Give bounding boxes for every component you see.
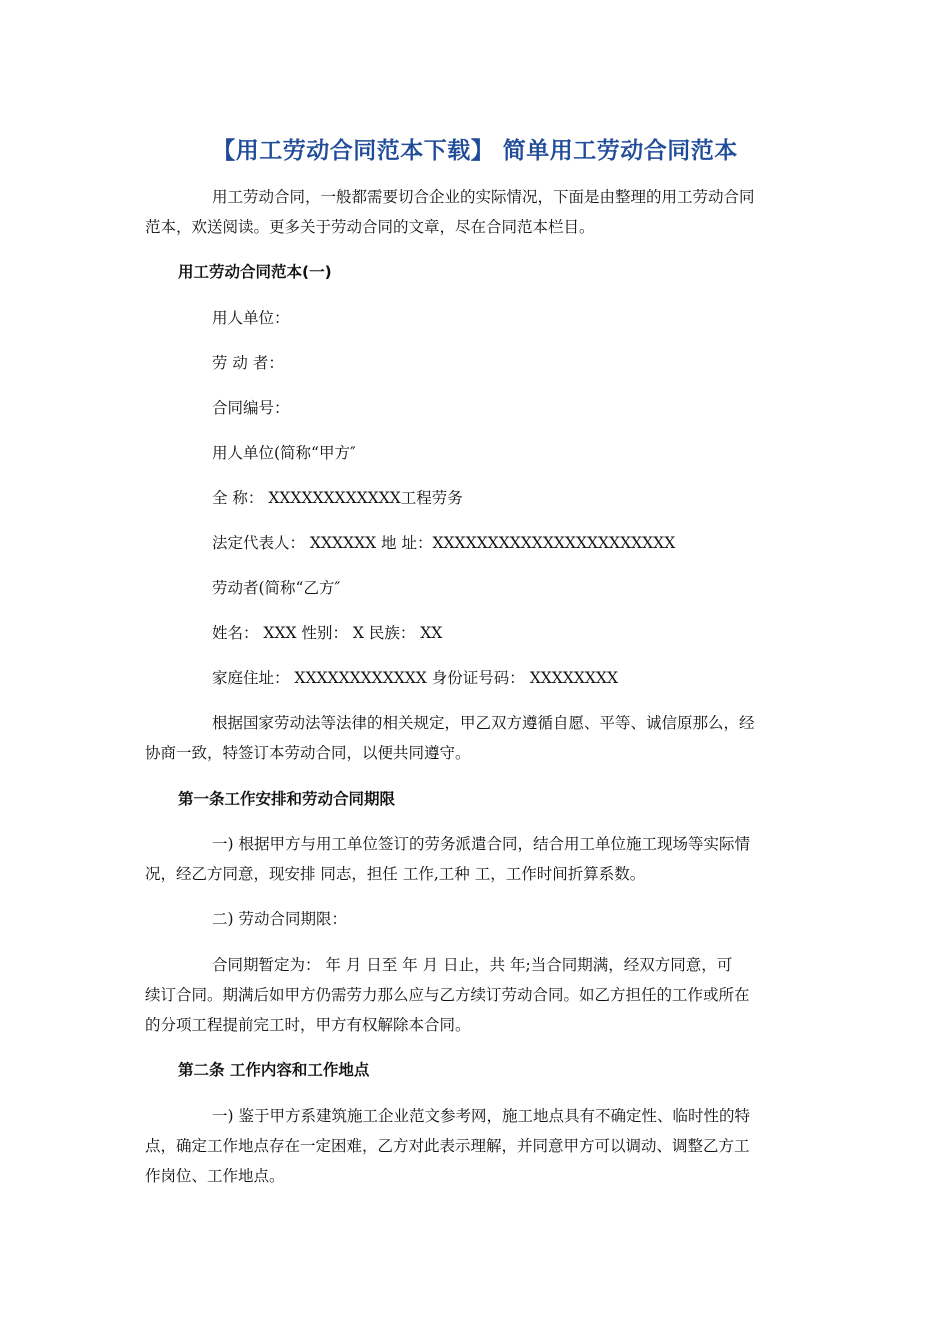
field-name-line: 姓名： XXX 性别： X 民族： XX (212, 624, 443, 642)
field-address-line: 家庭住址： XXXXXXXXXXXX 身份证号码： XXXXXXXX (212, 669, 618, 687)
field-worker-abbr: 劳动者(简称“乙方″ (212, 579, 341, 597)
article2-p1-line-1: 一) 鉴于甲方系建筑施工企业范文参考网，施工地点具有不确定性、临时性的特 (212, 1107, 750, 1125)
field-employer: 用人单位： (212, 309, 290, 327)
basis-line-1: 根据国家劳动法等法律的相关规定，甲乙双方遵循自愿、平等、诚信原那么，经 (212, 714, 755, 732)
field-worker: 劳 动 者： (212, 354, 284, 372)
basis-line-2: 协商一致，特签订本劳动合同，以便共同遵守。 (145, 744, 471, 762)
intro-line-1: 用工劳动合同，一般都需要切合企业的实际情况，下面是由整理的用工劳动合同 (212, 188, 755, 206)
field-full-name: 全 称： XXXXXXXXXXXX工程劳务 (212, 489, 463, 507)
article1-p3-line-3: 的分项工程提前完工时，甲方有权解除本合同。 (145, 1016, 471, 1034)
section1-heading: 用工劳动合同范本(一) (178, 263, 332, 281)
article1-p1-line-2: 况，经乙方同意，现安排 同志，担任 工作,工种 工，工作时间折算系数。 (145, 865, 646, 883)
article1-p1-line-1: 一) 根据甲方与用工单位签订的劳务派遣合同，结合用工单位施工现场等实际情 (212, 835, 750, 853)
article1-p3-line-2: 续订合同。期满后如甲方仍需劳力那么应与乙方续订劳动合同。如乙方担任的工作或所在 (145, 986, 750, 1004)
article2-p1-line-2: 点，确定工作地点存在一定困难，乙方对此表示理解，并同意甲方可以调动、调整乙方工 (145, 1137, 750, 1155)
field-contract-no: 合同编号： (212, 399, 290, 417)
article1-p2: 二) 劳动合同期限： (212, 910, 347, 928)
intro-line-2: 范本，欢送阅读。更多关于劳动合同的文章，尽在合同范本栏目。 (145, 218, 595, 236)
article1-heading: 第一条工作安排和劳动合同期限 (178, 790, 396, 808)
article2-heading: 第二条 工作内容和工作地点 (178, 1061, 370, 1079)
document-title: 【用工劳动合同范本下载】 简单用工劳动合同范本 (212, 138, 738, 164)
field-legal-rep: 法定代表人： XXXXXX 地 址：XXXXXXXXXXXXXXXXXXXXXX (212, 534, 676, 552)
field-employer-abbr: 用人单位(简称“甲方″ (212, 444, 356, 462)
article1-p3-line-1: 合同期暂定为： 年 月 日至 年 月 日止，共 年;当合同期满，经双方同意，可 (212, 956, 733, 974)
article2-p1-line-3: 作岗位、工作地点。 (145, 1167, 285, 1185)
